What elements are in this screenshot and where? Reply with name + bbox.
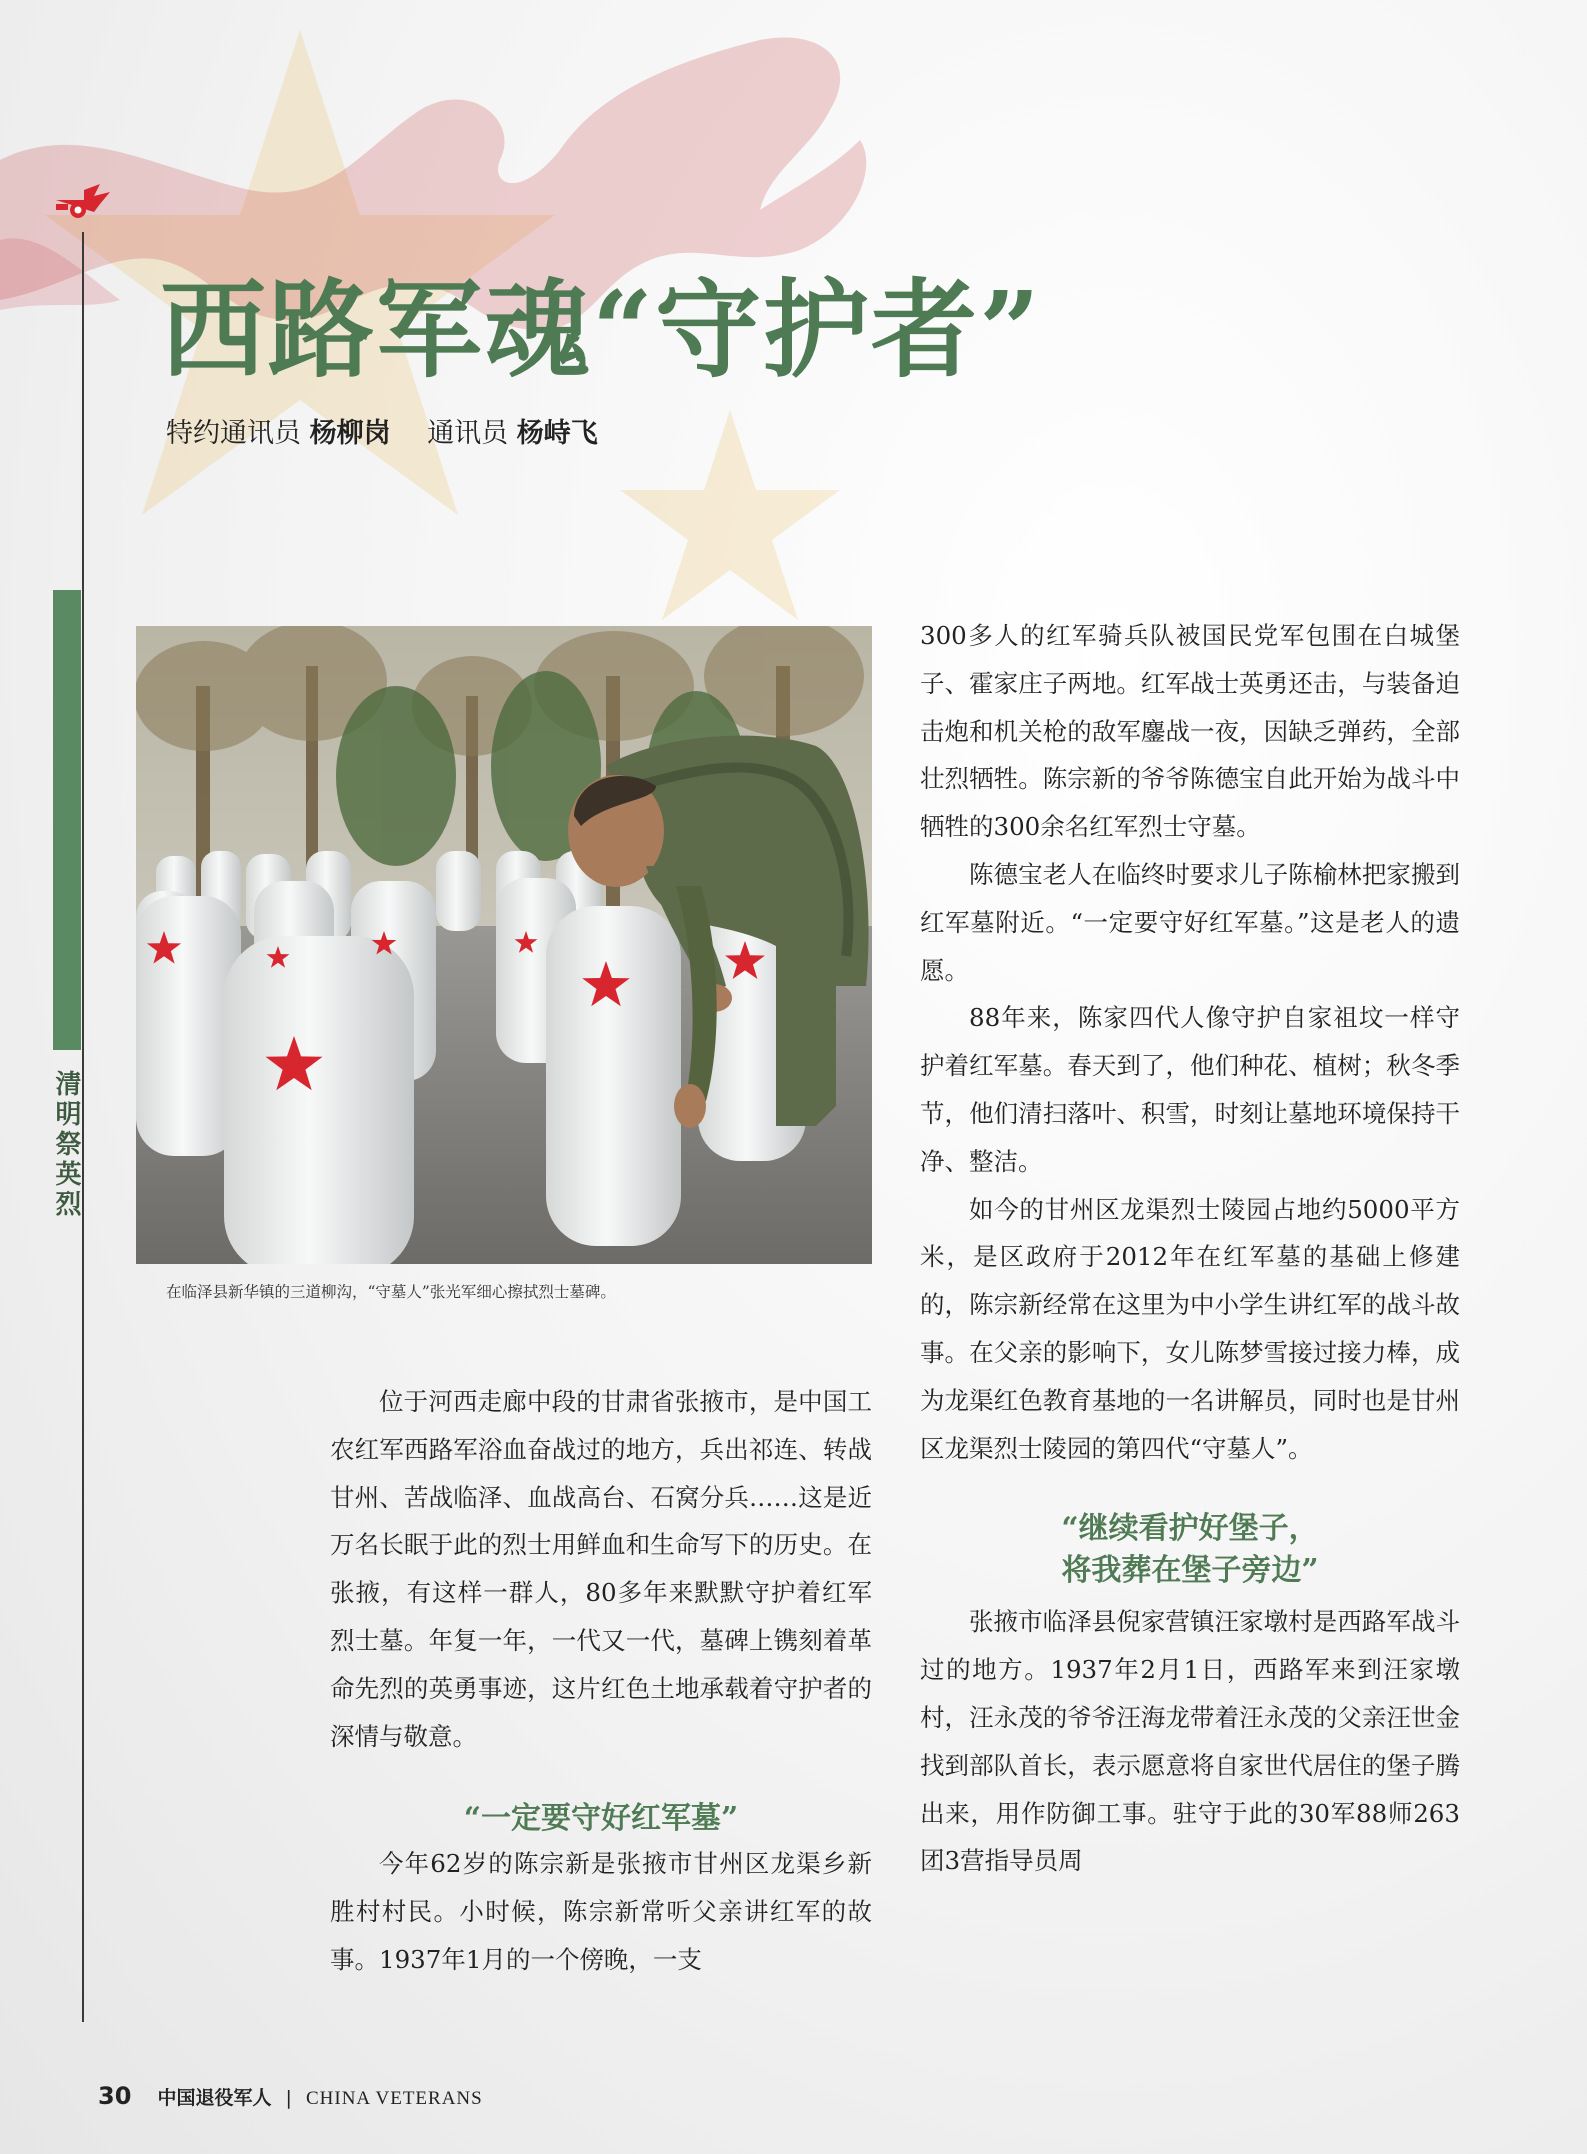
intro-paragraph: 位于河西走廊中段的甘肃省张掖市，是中国工农红军西路军浴血奋战过的地方，兵出祁连、转战甘州、苦战临泽、血战高台、石窝分兵……这是近万名长眠于此的烈士用鲜血和生命写下的历史。在张掖，有这样一群人，80多年来默默守护着红军烈士墓。年复一年，一代又一代，墓碑上镌刻着革命先烈的英勇事迹，这片红色土地承载着守护者的深情与敬意。 bbox=[330, 1387, 872, 1751]
subheading-1: “一定要守好红军墓” bbox=[463, 1801, 739, 1837]
right-text-column bbox=[920, 612, 1460, 1885]
byline-role-1: 特约通讯员 bbox=[166, 418, 301, 449]
subheading-2-line-2: 将我葬在堡子旁边” bbox=[1061, 1553, 1319, 1589]
paragraph-2: 今年62岁的陈宗新是张掖市甘州区龙渠乡新胜村村民。小时候，陈宗新常听父亲讲红军的故事。1937年1月的一个傍晚，一支 bbox=[330, 1849, 872, 1974]
cemetery-photo bbox=[136, 626, 872, 1264]
section-logo-icon bbox=[54, 182, 112, 226]
section-color-bar bbox=[53, 590, 81, 1050]
paragraph-4: 88年来，陈家四代人像守护自家祖坟一样守护着红军墓。春天到了，他们种花、植树；秋冬季节，他们清扫落叶、积雪，时刻让墓地环境保持干净、整洁。 bbox=[920, 1003, 1460, 1176]
left-text-column bbox=[330, 1378, 872, 1984]
byline bbox=[166, 416, 598, 452]
article-title: 西路军魂“守护者” bbox=[160, 267, 1042, 392]
magazine-name-en: CHINA VETERANS bbox=[305, 2088, 483, 2109]
vertical-rule bbox=[82, 232, 84, 2022]
paragraph-continued: 300多人的红军骑兵队被国民党军包围在白城堡子、霍家庄子两地。红军战士英勇还击，与装备迫击炮和机关枪的敌军鏖战一夜，因缺乏弹药，全部壮烈牺牲。陈宗新的爷爷陈德宝自此开始为战斗中牺牲的300余名红军烈士守墓。 bbox=[920, 621, 1460, 842]
subheading-2 bbox=[920, 1508, 1460, 1592]
page-number: 30 bbox=[98, 2082, 132, 2110]
paragraph-3: 陈德宝老人在临终时要求儿子陈榆林把家搬到红军墓附近。“一定要守好红军墓。”这是老人的遗愿。 bbox=[920, 859, 1460, 985]
byline-name-2: 杨峙飞 bbox=[516, 418, 598, 449]
photo-caption: 在临泽县新华镇的三道柳沟，“守墓人”张光军细心擦拭烈士墓碑。 bbox=[166, 1283, 616, 1301]
section-label: 清明祭英烈 bbox=[51, 1070, 81, 1220]
subheading-2-line-1: “继续看护好堡子， bbox=[1061, 1511, 1319, 1547]
cemetery-photo-illustration bbox=[136, 626, 872, 1264]
byline-name-1: 杨柳岗 bbox=[309, 418, 391, 449]
footer-separator: | bbox=[285, 2087, 292, 2109]
byline-role-2: 通讯员 bbox=[427, 418, 509, 449]
paragraph-6: 张掖市临泽县倪家营镇汪家墩村是西路军战斗过的地方。1937年2月1日，西路军来到汪家墩村，汪永茂的爷爷汪海龙带着汪永茂的父亲汪世金找到部队首长，表示愿意将自家世代居住的堡子腾出来，用作防御工事。驻守于此的30军88师263团3营指导员周 bbox=[920, 1607, 1460, 1876]
page-footer bbox=[98, 2082, 483, 2110]
paragraph-5: 如今的甘州区龙渠烈士陵园占地约5000平方米，是区政府于2012年在红军墓的基础上修建的，陈宗新经常在这里为中小学生讲红军的战斗故事。在父亲的影响下，女儿陈梦雪接过接力棒，成为龙渠红色教育基地的一名讲解员，同时也是甘州区龙渠烈士陵园的第四代“守墓人”。 bbox=[920, 1194, 1460, 1463]
magazine-name-cn: 中国退役军人 bbox=[157, 2087, 272, 2109]
